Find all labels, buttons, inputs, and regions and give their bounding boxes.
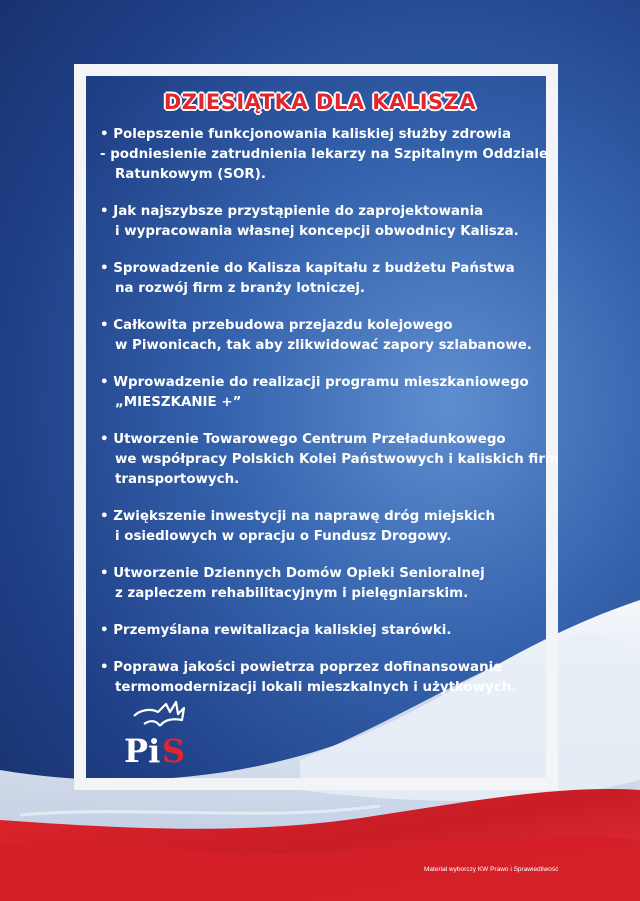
pledge-list xyxy=(100,125,559,715)
item-line: • Zwiększenie inwestycji na naprawę dróg miejskich xyxy=(100,509,495,524)
item-line: i wypracowania własnej koncepcji obwodnicy Kalisza. xyxy=(115,224,519,239)
list-item xyxy=(100,316,540,356)
item-line: termomodernizacji lokali mieszkalnych i użytkowych. xyxy=(115,680,517,695)
logo-text-s: S xyxy=(162,732,186,770)
item-line: • Wprowadzenie do realizacji programu mieszkaniowego xyxy=(100,375,529,390)
item-line: „MIESZKANIE +” xyxy=(115,395,242,410)
footer-note: Materiał wyborczy KW Prawo i Sprawiedliwość xyxy=(424,866,559,873)
item-line: • Poprawa jakości powietrza poprzez dofinansowanie xyxy=(100,660,503,675)
eagle-crown-icon xyxy=(134,702,184,726)
list-item xyxy=(100,430,559,490)
list-item xyxy=(100,259,540,299)
list-item xyxy=(100,621,540,641)
item-line: na rozwój firm z branży lotniczej. xyxy=(115,281,365,296)
item-line: • Jak najszybsze przystąpienie do zaprojektowania xyxy=(100,204,484,219)
item-line: i osiedlowych w opracju o Fundusz Drogowy. xyxy=(115,529,452,544)
list-item xyxy=(100,564,540,604)
item-line: • Przemyślana rewitalizacja kaliskiej starówki. xyxy=(100,623,452,638)
item-line: z zapleczem rehabilitacyjnym i pielęgniarskim. xyxy=(115,586,469,601)
item-line: we współpracy Polskich Kolei Państwowych i kaliskich firm xyxy=(115,452,559,467)
list-item xyxy=(100,202,540,242)
item-line: - podniesienie zatrudnienia lekarzy na Szpitalnym Oddziale xyxy=(100,147,549,162)
list-item xyxy=(100,125,549,185)
item-line: • Sprowadzenie do Kalisza kapitału z budżetu Państwa xyxy=(100,261,515,276)
list-item xyxy=(100,507,540,547)
page-title: DZIESIĄTKA DLA KALISZA xyxy=(163,90,477,114)
item-line: Ratunkowym (SOR). xyxy=(115,167,266,182)
item-line: • Całkowita przebudowa przejazdu kolejowego xyxy=(100,318,453,333)
item-line: • Utworzenie Dziennych Domów Opieki Senioralnej xyxy=(100,566,485,581)
item-line: transportowych. xyxy=(115,472,240,487)
item-line: • Polepszenie funkcjonowania kaliskiej służby zdrowia xyxy=(100,127,512,142)
pis-logo xyxy=(120,690,200,770)
logo-text-pi: Pi xyxy=(124,732,161,770)
item-line: w Piwonicach, tak aby zlikwidować zapory szlabanowe. xyxy=(115,338,532,353)
list-item xyxy=(100,373,540,413)
item-line: • Utworzenie Towarowego Centrum Przeładunkowego xyxy=(100,432,506,447)
